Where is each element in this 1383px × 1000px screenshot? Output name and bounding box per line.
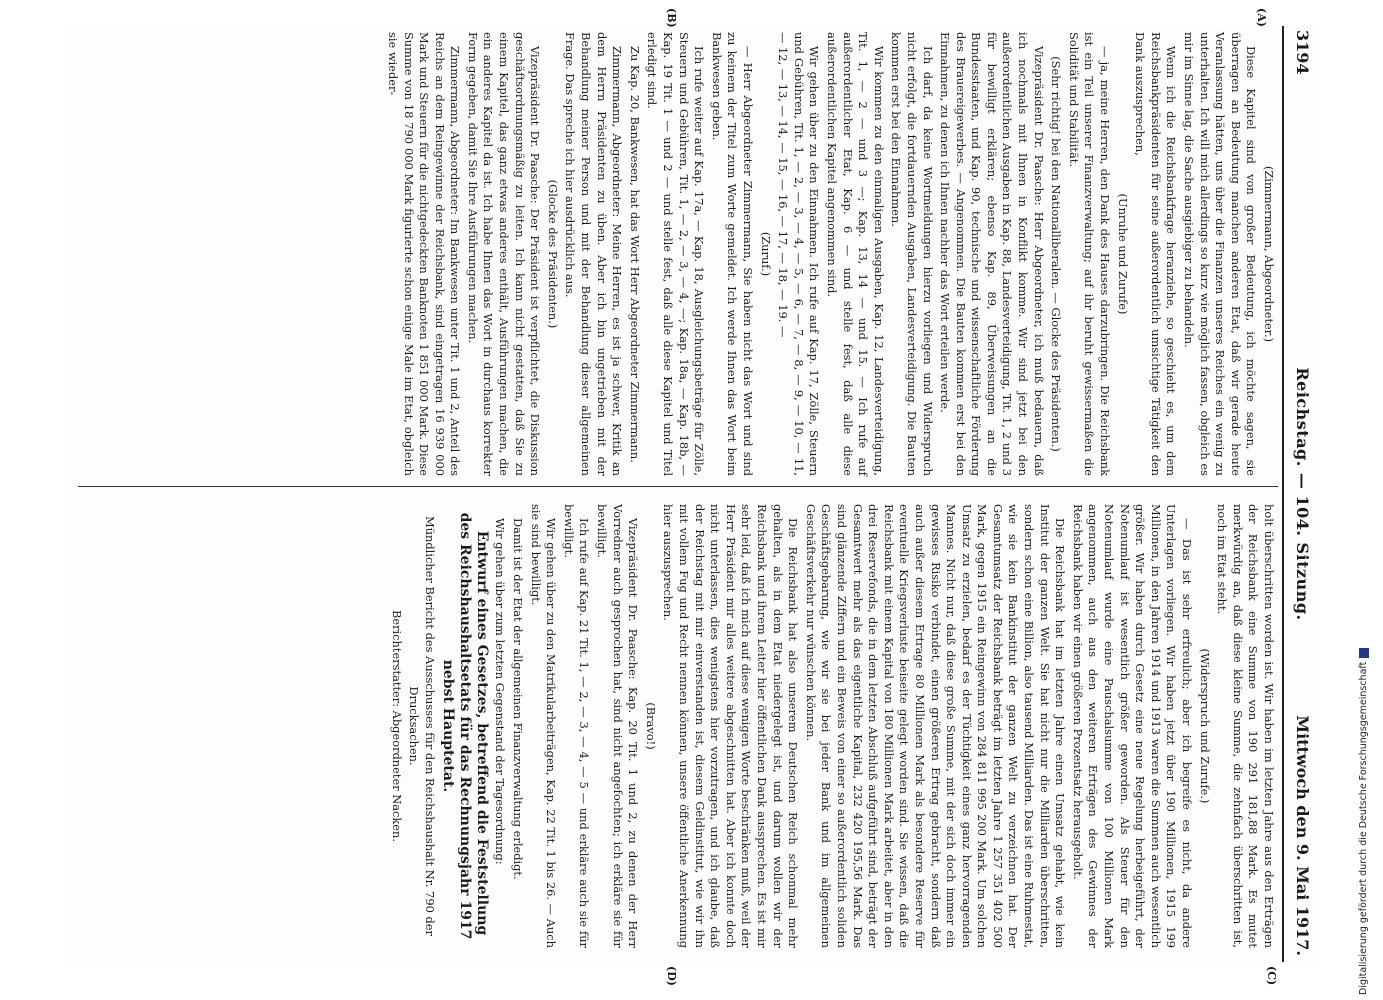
left-column	[382, 32, 1276, 476]
paragraph: Vizepräsident Dr. Paasche: Der Präsident ist verpflichtet, die Diskussion geschäftsordnungsmäßig zu leiten. Ich kann nicht gestatten, daß Sie zu einem Kapitel, das ganz etwas anderes enthält, Ausführungen machen, die ein anderes Kapitel da ist. Ich habe Ihnen das Wort in durchaus korrekter Form gegeben, damit Sie Ihre Ausführungen machen.	[465, 32, 543, 476]
paragraph: Die Reichsbank hat also unserem Deutschen Reich schonmal mehr gehalten, als in dem Etat niedergelegt ist, und darum wollen wir der Reichsbank und ihrem Leiter hier öffentlichen Dank aussprechen. Es ist mir sehr leid, daß ich mich auf diese wenigen Worte beschränken muß, weil der Herr Präsident mir alles weitere abgeschnitten hat. Aber ich konnte doch nicht unterlassen, dies wenigstens hier vorzutragen, und ich glaube, daß der Reichstag mit mir einverstanden ist, diesem Geldinstitut, wie wir ihn mit vollem Fug und Recht nennen können, unsere öffentliche Anerkennung hier auszusprechen.	[661, 504, 801, 948]
header-rule	[1282, 26, 1284, 962]
paragraph: Wir gehen über zu den Einnahmen. Ich rufe auf Kap. 17, Zölle, Steuern und Gebühren, Tit. 1, — 2, — 3, — 4, — 5, — 6, — 7, — 8, — 9, — 10, — 11, — 12, — 13, — 14, — 15, — 16, — 17, — 18, — 19. —	[776, 32, 822, 476]
bill-title: Entwurf eines Gesetzes, betreffend die Feststellung des Reichshaushaltsetats für das Rechnungsjahr 1917 nebst Hauptetat.	[439, 512, 490, 940]
session-date: Mittwoch den 9. Mai 1917.	[1293, 715, 1312, 956]
rapporteur: Berichterstatter: Abgeordneter Nacken.	[389, 609, 404, 843]
page-number: 3194	[1293, 30, 1312, 75]
page-title: Reichstag. — 104. Sitzung.	[1293, 367, 1312, 621]
funding-credit	[1358, 648, 1369, 995]
interjection: (Zuruf.)	[758, 231, 773, 277]
interjection: (Bravo!)	[643, 702, 658, 750]
paragraph: Wir kommen zu den einmaligen Ausgaben, Kap. 12, Landesverteidigung, Tit. 1, — 2 — und 3 —; Kap. 13, 14 — und 15. — Ich rufe auf außerordentlicher Etat, Kap. 6 — und stelle fest, daß alle diese außerordentlichen Kapitel angenommen sind.	[824, 32, 886, 476]
interjection: (Glocke des Präsidenten.)	[545, 179, 560, 329]
paragraph: Ich rufe weiter auf Kap. 17a, — Kap. 18, Ausgleichungsbeträge für Zölle, Steuern und Gebühren, Tit. 1, — 2, — 3, — 4, —; Kap. 18a, — Kap. 18b, — Kap. 19 Tit. 1 — und 2 — und stelle fest, daß alle diese Kapitel und Titel erledigt sind.	[645, 32, 707, 476]
margin-mark-c: (C)	[1265, 966, 1278, 986]
dfg-logo-icon	[1359, 648, 1369, 658]
paragraph: Damit ist der Etat der allgemeinen Finanzverwaltung erledigt.	[511, 518, 526, 880]
paragraph: Zu Kap. 20, Bankwesen, hat das Wort Herr Abgeordneter Zimmermann.	[627, 46, 642, 463]
report-note: Mündlicher Bericht des Ausschusses für den Reichshaushalt Nr. 790 der Drucksachen.	[407, 516, 437, 936]
interjection: (Widerspruch und Zurufe.)	[1197, 648, 1212, 804]
interjection: (Sehr richtig! bei den Nationalliberalen. — Glocke des Präsidenten.)	[1049, 56, 1064, 452]
paragraph: holt überschritten worden ist. Wir haben im letzten Jahre aus den Erträgen der Reichsbank eine Summe von 190 291 181,88 Mark. Es mutet merkwürdig an, daß diese kleine Summe, die zehnfach überschritten ist, noch im Etat steht.	[1215, 504, 1276, 948]
speaker-heading: (Zimmermann, Abgeordneter.)	[1262, 165, 1276, 343]
paragraph: Vizepräsident Dr. Paasche: Kap. 20 Tit. 1 und 2, zu denen der Herr Vorredner auch gesprochen hat, sind nicht angefochten; ich erkläre sie für bewilligt.	[595, 504, 641, 948]
paragraph: — ja, meine Herren, den Dank des Hauses darzubringen. Die Reichsbank ist ein Teil unserer Finanzverwaltung; auf ihr beruht gewissermaßen die Solidität und Stabilität.	[1066, 32, 1113, 476]
page-header	[1288, 26, 1318, 962]
paragraph: Wenn ich die Reichsbankfrage heranziehe, so geschieht es, um dem Reichsbankpräsidenten für seine außerordentlich umsichtige Tätigkeit den Dank auszusprechen,	[1133, 32, 1179, 476]
paragraph: — Herr Abgeordneter Zimmermann, Sie haben nicht das Wort und sind zu keinem der Titel zum Worte gemeldet. Ich werde Ihnen das Wort beim Bankwesen geben.	[709, 32, 755, 476]
paragraph: Ich rufe auf Kap. 21 Tit. 1, — 2, — 3, — 4, — 5 — und erkläre auch sie für bewilligt.	[561, 504, 592, 948]
document-page	[68, 8, 1318, 986]
paragraph: Ich darf, da keine Wortmeldungen hierzu vorliegen und Widerspruch nicht erfolgt, die fortdauernden Ausgaben, Landesverteidigung. Die Bauten kommen erst bei den Einnahmen.	[889, 32, 935, 476]
paragraph: Die Reichsbank hat im letzten Jahre einen Umsatz gehabt, wie kein Institut der ganzen Welt. Sie hat nicht nur die Milliarden überschritten, sondern schon eine Billion, also tausend Milliarden. Das ist eine Ruhmestat, wie sie kein Bankinstitut der ganzen Welt zu verzeichnen hat. Der Gesamtumsatz der Reichsbank beträgt im letzten Jahre 1 257 351 402 500 Mark, gegen 1915 ein Reingewinn von 284 811 995 200 Mark. Um solchen Umsatz zu erzielen, bedarf es der Tüchtigkeit eines ganz hervorragenden Mannes. Nicht nur, daß diese große Summe, mit der sich doch immer ein gewisses Risiko verbindet, einen größeren Ertrag gebracht, sondern daß auch außer diesem Ertrage 80 Millionen Mark als besondere Reserve für eventuelle Kriegsverluste beiseite gelegt worden sind. Sie wissen, daß die Reichsbank mit einem Kapital von 180 Millionen Mark arbeitet, aber in den drei Reservefonds, die in dem letzten Abschluß aufgeführt sind, beträgt der Gesamtwert mehr als das eigentliche Kapital, 232 420 195,56 Mark. Das sind glänzende Ziffern und ein Beweis von einer so außerordentlich soliden Geschäftsgebarung, wie wir sie bei jeder Bank und im allgemeinen Geschäftsverkehr nur wünschen können.	[803, 504, 1068, 948]
right-column	[386, 504, 1276, 948]
credit-text: Digitalisierung gefördert durch die Deutsche Forschungsgemeinschaft	[1358, 661, 1369, 995]
paragraph: Zimmermann, Abgeordneter: Meine Herren, es ist ja schwer, Kritik an dem Herrn Präsidenten zu üben. Aber ich bin ungetrieben mit der Behandlung meiner Person und mit der Behandlung dieser allgemeinen Frage. Das spreche ich hier ausdrücklich aus.	[563, 32, 625, 476]
paragraph: Vizepräsident Dr. Paasche: Herr Abgeordneter, ich muß bedauern, daß ich nochmals mit Ihnen in Konflikt komme. Wir sind jetzt bei den außerordentlichen Ausgaben in Kap. 88, Landesverteidigung, Tit. 1, 2 und 3 für bewilligt erklären; ebenso Kap. 89, Überweisungen an die Bundesstaaten, und Kap. 90, technische und wissenschaftliche Förderung des Brauereigewerbes. — Angenommen. Die Bauten kommen erst bei den Einnahmen, zu denen ich Ihnen nachher das Wort erteilen werde.	[938, 32, 1046, 476]
margin-mark-d: (D)	[665, 966, 678, 986]
paragraph: Zimmermann, Abgeordneter: Im Bankwesen unter Tit. 1 und 2, Anteil des Reichs an dem Reingewinne der Reichsbank, sind eingetragen 16 939 000 Mark und Steuern für die nichtgedeckten Banknoten 1 851 000 Mark. Diese Summe von 18 790 000 Mark figurierte schon einige Male im Etat, obgleich sie wieder-	[385, 32, 463, 476]
paragraph: — Das ist sehr erfreulich; aber ich begreife es nicht, da andere Unterlagen vorliegen. Wir haben jetzt über 190 Millionen, 1915 199 Millionen, in den Jahren 1914 und 1913 waren die Summen auch wesentlich größer. Wir haben durch Gesetz eine neue Regelung herbeigeführt, der Notenumlauf ist wesentlich größer geworden. Als Steuer für den Notenumlauf wurde eine Pauschalsumme von 100 Millionen Mark angenommen, auch aus den weiteren Erträgen des Gewinnes der Reichsbank haben wir einen größeren Prozentsatz herausgeholt.	[1070, 504, 1195, 948]
column-divider	[78, 486, 1278, 487]
paragraph: Wir gehen über zu den Matrikularbeiträgen, Kap. 22 Tit. 1 bis 26. — Auch sie sind bewilligt.	[528, 504, 559, 948]
paragraph: Wir gehen über zum letzten Gegenstand der Tagesordnung:	[493, 518, 508, 865]
interjection: (Unruhe und Zurufe)	[1115, 193, 1130, 315]
paragraph: Diese Kapitel sind von großer Bedeutung, ich möchte sagen, sie überragen an Bedeutung manchen anderen Etat, daß wir gerade heute Veranlassung hätten, uns über die Finanzen unseres Reiches ein wenig zu unterhalten. Ich will mich allerdings so kurz wie möglich fassen, obgleich es mir im Sinne lag, die Sache ausgiebiger zu behandeln.	[1182, 32, 1259, 476]
margin-mark-a: (A)	[1255, 8, 1268, 27]
margin-mark-b: (B)	[665, 8, 678, 28]
